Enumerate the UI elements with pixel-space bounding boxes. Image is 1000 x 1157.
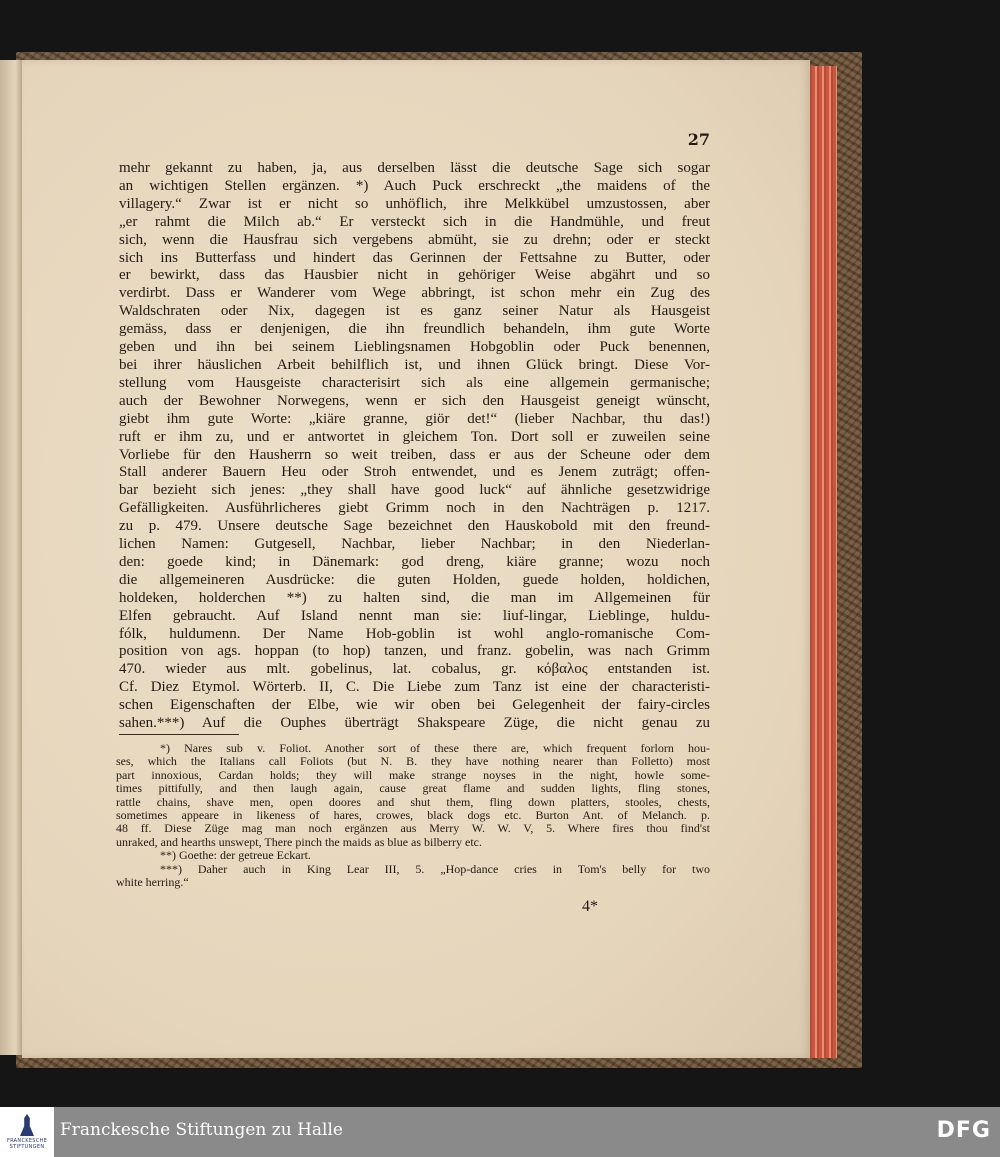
footnote-line: ses, which the Italians call Foliots (but N. B. they have nothing nearer than Folletto) most (116, 755, 710, 769)
body-line: auch der Bewohner Norwegens, wenn er sich den Hausgeist geneigt wünscht, (119, 392, 710, 409)
left-page-edge (0, 60, 23, 1055)
footnote-line: **) Goethe: der getreue Eckart. (160, 849, 311, 863)
body-line: ruft er ihm zu, und er antwortet in gleichem Ton. Dort soll er zuweilen seine (119, 428, 710, 445)
footnotes (116, 742, 710, 889)
body-line: fólk, huldumenn. Der Name Hob-goblin ist wohl anglo-romanische Com- (119, 625, 710, 642)
body-line: bar bezieht sich jenes: „they shall have good luck“ auf ähnliche gesetzwidrige (119, 482, 710, 499)
footnote-line: part innoxious, Cardan holds; they will make strange noyses in the night, howle some- (116, 768, 710, 782)
footnote-line: 48 ff. Diese Züge mag man noch ergänzen aus Merry W. W. V, 5. Where fires thou find'st (116, 822, 710, 836)
book-page (22, 60, 810, 1058)
body-line: an wichtigen Stellen ergänzen. *) Auch Puck erschreckt „the maidens of the (119, 177, 710, 194)
footer-bar (0, 1107, 1000, 1157)
pelican-logo-icon (20, 1114, 34, 1136)
logo-text: FRANCKESCHE STIFTUNGEN (6, 1138, 48, 1150)
body-line: mehr gekannt zu haben, ja, aus derselben lässt die deutsche Sage sich sogar (119, 160, 710, 176)
body-line: Stall anderer Bauern Heu oder Stroh entwendet, und es Jenem zuträgt; offen- (119, 464, 710, 481)
body-line: Cf. Diez Etymol. Wörterb. II, C. Die Liebe zum Tanz ist eine der characteristi- (119, 679, 710, 696)
footnote-line: ***) Daher auch in King Lear III, 5. „Hop-dance cries in Tom's belly for two (160, 862, 710, 876)
body-line: die allgemeineren Ausdrücke: die guten Holden, guede holden, holdichen, (119, 571, 710, 588)
body-line: holdeken, holderchen **) zu halten sind, die man im Allgemeinen für (119, 589, 710, 606)
body-line: position von ags. hoppan (to hop) tanzen, und franz. gobelin, was nach Grimm (119, 643, 710, 660)
institution-name[interactable]: Franckesche Stiftungen zu Halle (60, 1120, 343, 1140)
body-line: zu p. 479. Unsere deutsche Sage bezeichnet den Hauskobold mit den freund- (119, 518, 710, 535)
body-line: stellung vom Hausgeiste characterisirt sich als eine allgemein germanische; (119, 374, 710, 391)
footnote-line: rattle chains, shave men, open doores and shut them, fling down platters, stooles, chests, (116, 795, 710, 809)
body-line: verdirbt. Dass er Wanderer vom Wege abbringt, ist schon mehr ein Zug des (119, 285, 710, 302)
body-line: bei ihrer häuslichen Arbeit behilflich ist, und ihnen Glück bringt. Diese Vor- (119, 356, 710, 373)
body-line: den: goede kind; in Dänemark: god dreng, kiäre granne; wozu noch (119, 553, 710, 570)
body-line: sich, wenn die Hausfrau sich vergebens abmüht, sie zu drehn; oder er steckt (119, 231, 710, 248)
body-line: Elfen gebraucht. Auf Island nennt man sie: liuf-lingar, Lieblinge, huldu- (119, 607, 710, 624)
body-text (119, 160, 710, 733)
body-line: „er rahmt die Milch ab.“ Er versteckt sich in die Handmühle, und freut (119, 213, 710, 230)
body-line: sahen.***) Auf die Ouphes überträgt Shakspeare Züge, die nicht genau zu (119, 715, 710, 732)
footnote-line: times pittifully, and then laugh again, cause great flame and sudden lights, fling stones, (116, 782, 710, 796)
footnote-divider (119, 734, 239, 735)
body-line: gemäss, dass er denjenigen, die ihn freundlich behandeln, ihm gute Worte (119, 321, 710, 338)
body-line: Waldschraten oder Nix, dagegen ist es ganz seiner Natur als Hausgeist (119, 303, 710, 320)
institution-logo[interactable] (0, 1107, 54, 1157)
body-line: villagery.“ Zwar ist er nicht so unhöflich, ihre Melkkübel umzustossen, aber (119, 195, 710, 212)
body-line: lichen Namen: Gutgesell, Nachbar, lieber Nachbar; in den Niederlan- (119, 536, 710, 553)
signature-mark: 4* (582, 898, 598, 915)
page-number: 27 (687, 130, 710, 149)
body-line: 470. wieder aus mlt. gobelinus, lat. cobalus, gr. κόβαλος entstanden ist. (119, 661, 710, 678)
body-line: Gefälligkeiten. Ausführlicheres giebt Grimm noch in den Nachträgen p. 1217. (119, 500, 710, 517)
body-line: Vorliebe für den Hausherrn so weit treiben, dass er aus der Scheune oder dem (119, 446, 710, 463)
dfg-logo[interactable]: DFG (936, 1118, 991, 1143)
footnote-line: white herring.“ (116, 876, 189, 890)
footnote-line: sometimes appeare in likeness of hares, crowes, black dogs etc. Burton Ant. of Melanch. p. (116, 809, 710, 823)
body-line: giebt ihm gute Worte: „kiäre granne, giör det!“ (lieber Nachbar, thu das!) (119, 410, 710, 427)
body-line: er bewirkt, dass das Hausbier nicht in gehöriger Weise abgährt und so (119, 267, 710, 284)
footnote-line: *) Nares sub v. Foliot. Another sort of these there are, which frequent forlorn hou- (160, 742, 710, 755)
body-line: geben und ihn bei seinem Lieblingsnamen Hobgoblin oder Puck benennen, (119, 339, 710, 356)
body-line: schen Eigenschaften der Elbe, wie wir oben bei Gelegenheit der fairy-circles (119, 697, 710, 714)
footnote-line: unraked, and hearths unswept, There pinch the maids as blue as bilberry etc. (116, 835, 482, 849)
body-line: sich ins Butterfass und hindert das Gerinnen der Fettsahne zu Butter, oder (119, 249, 710, 266)
